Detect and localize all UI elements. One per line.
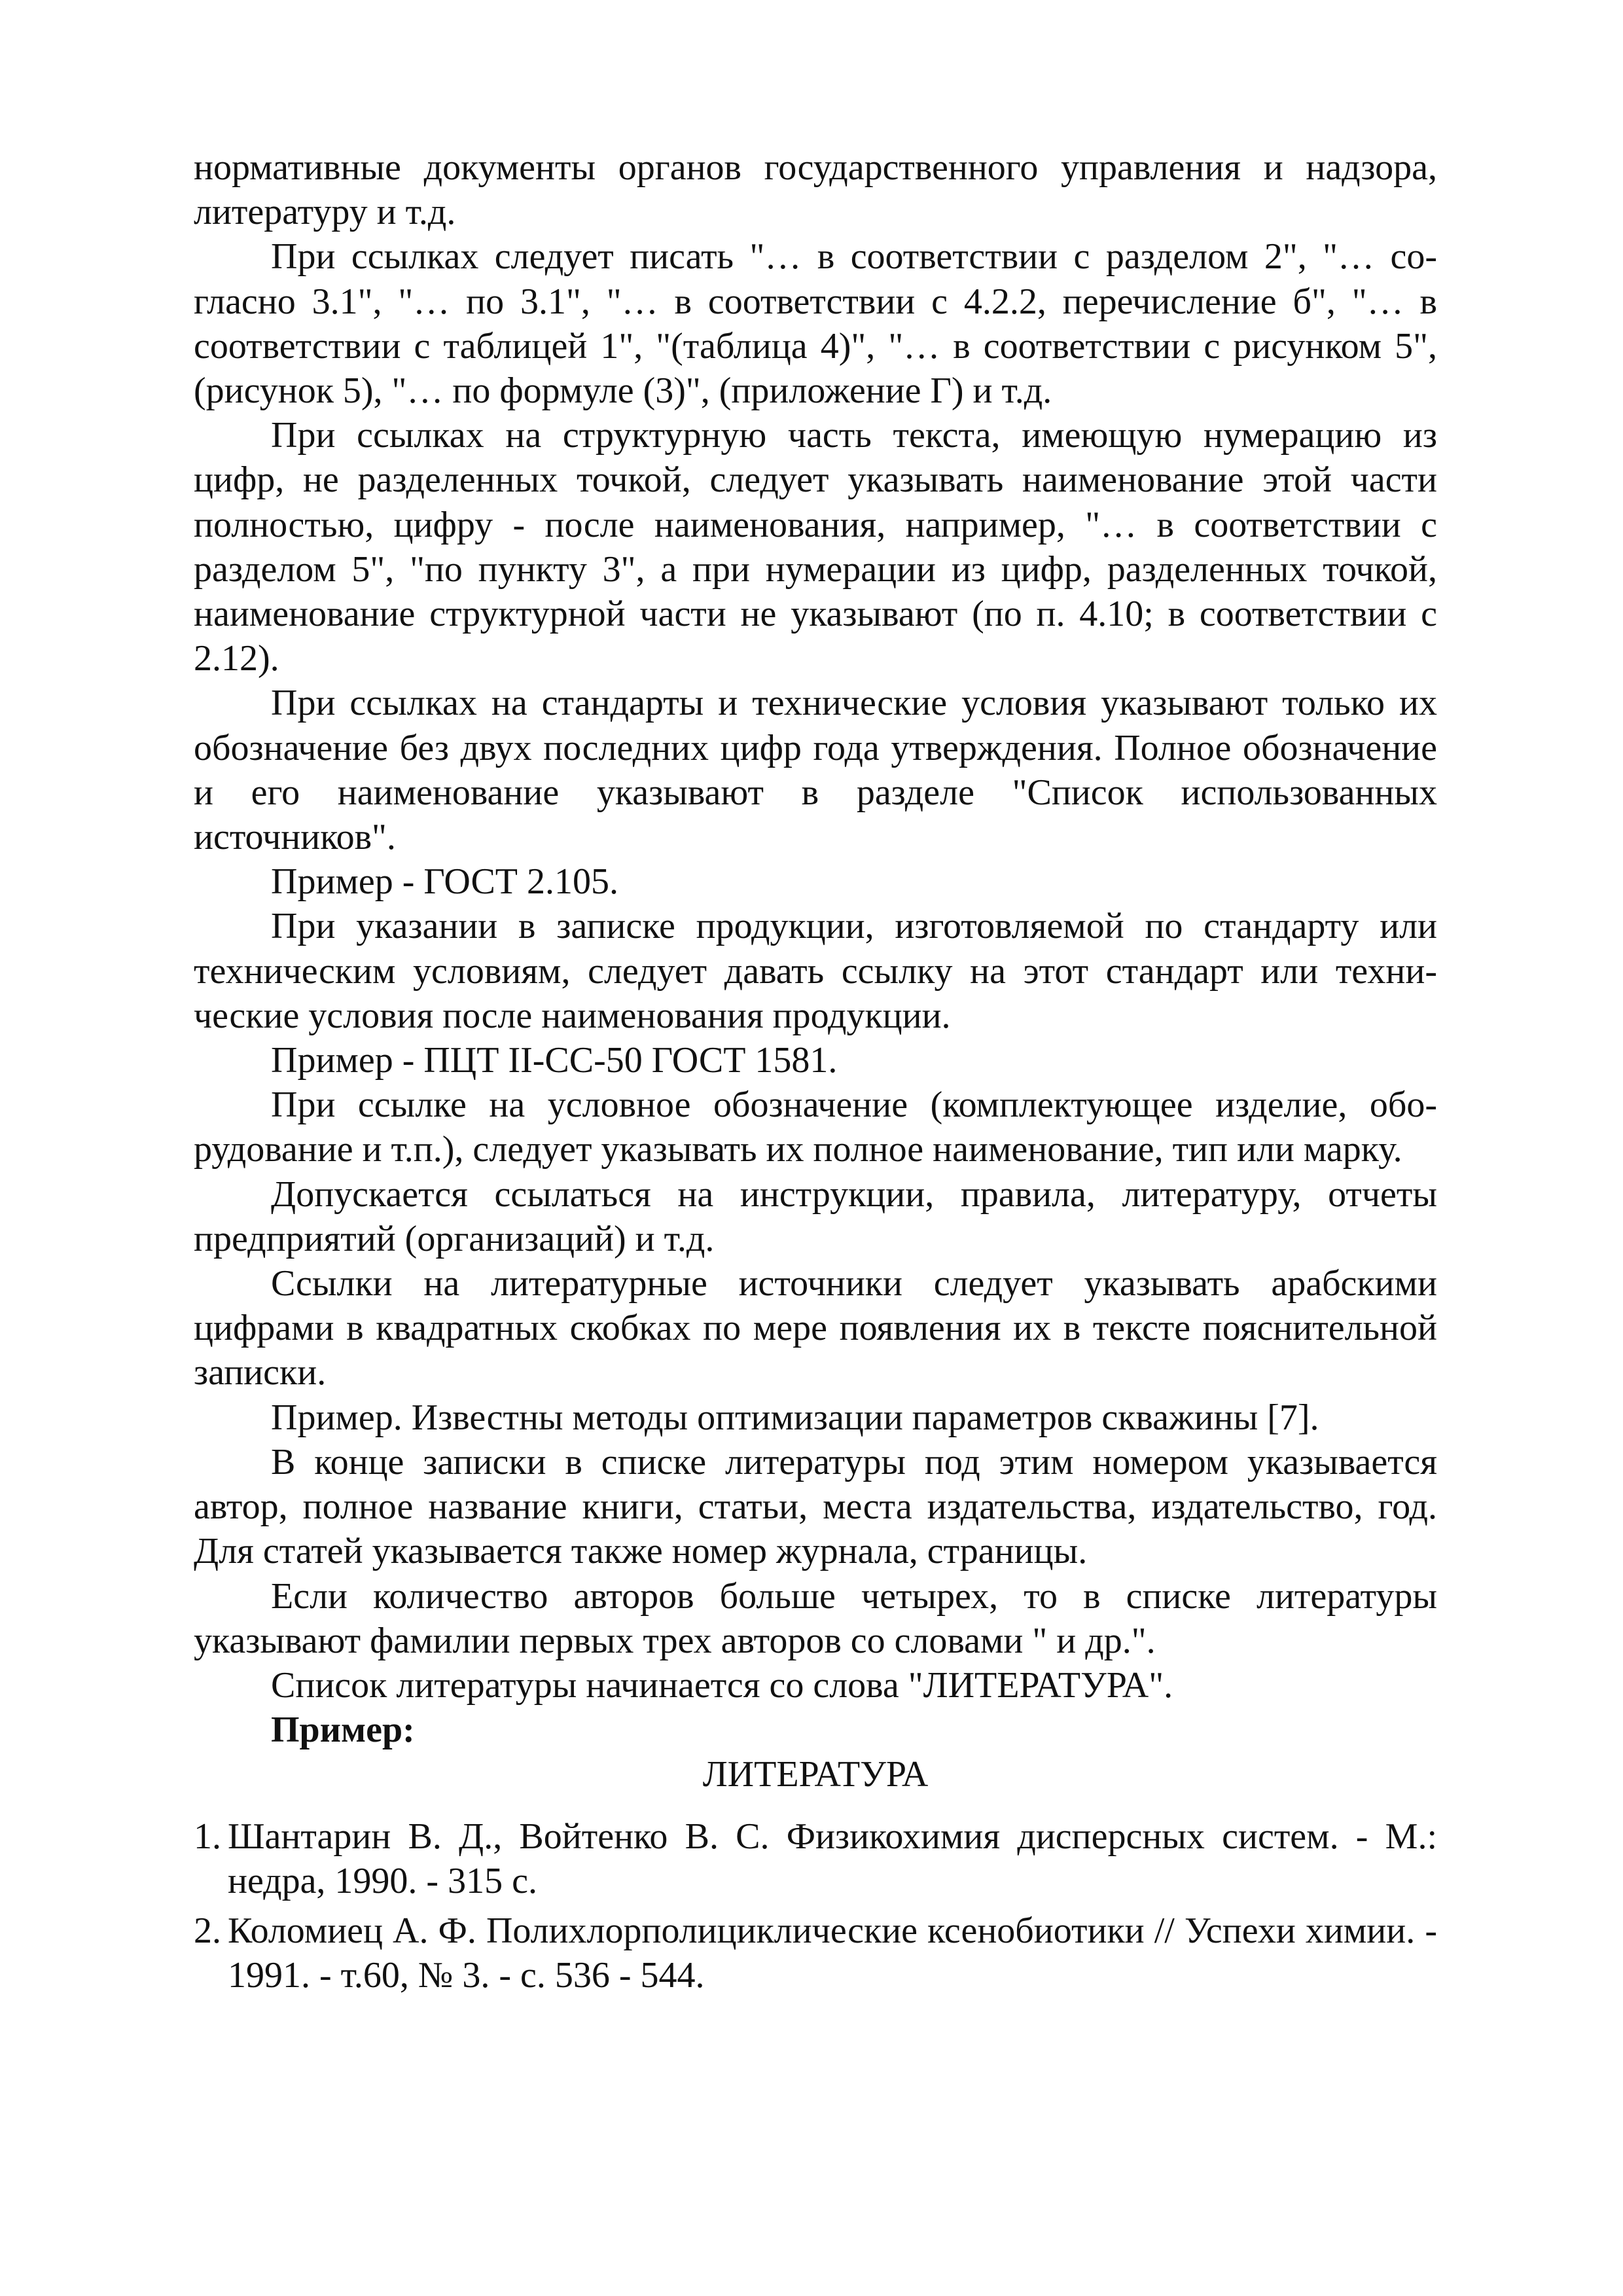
paragraph-authors: Если количество авторов больше четырех, то в списке литературы указывают фамилии первых трех авторов со словами " и др.".: [194, 1575, 1437, 1661]
reference-list: [194, 1814, 1437, 1998]
example-label: Пример:: [271, 1710, 415, 1751]
paragraph-normative-docs: нормативные документы органов государственного управления и надзора, литературу и т.д.: [194, 147, 1437, 233]
paragraph-allowed-refs: Допускается ссылаться на инструкции, правила, литературу, отчеты предприятий (организаций) и т.д.: [194, 1174, 1437, 1259]
paragraph-structural-part: При ссылках на структурную часть текста, имеющую нумерацию из цифр, не разделенных точкой, следует указывать наименование этой части полностью, цифру - после наименования, например, "… в соответствии с разделом 5", "по пункту 3", а при нумерации из цифр, разделенных точкой, наименование структурной части не указывают (по п. 4.10; в соответствии с 2.12).: [194, 415, 1437, 679]
paragraph-list-start: Список литературы начинается со слова "ЛИТЕРАТУРА".: [271, 1664, 1173, 1706]
paragraph-products: При указании в записке продукции, изготовляемой по стандарту или техническим условиям, следует давать ссылку на этот стандарт или технические условия после наименования продукции.: [194, 906, 1437, 1036]
reference-item: [194, 1909, 1437, 1998]
paragraph-literature-list: В конце записки в списке литературы под этим номером указывается автор, полное название книги, статьи, места издательства, издательство, год. Для статей указывается также номер журнала, страницы.: [194, 1441, 1437, 1572]
paragraph-standards: При ссылках на стандарты и технические условия указывают только их обозначение без двух последних цифр года утверждения. Полное обозначение и его наименование указывают в разделе "Список использованных источников".: [194, 683, 1437, 858]
reference-number: 1.: [194, 1816, 221, 1857]
literature-heading: ЛИТЕРАТУРА: [702, 1754, 929, 1795]
paragraph-literature-refs: Ссылки на литературные источники следует указывать арабскими цифрами в квадратных скобках по мере появления их в тексте пояснительной записки.: [194, 1263, 1437, 1393]
example-gost: Пример - ГОСТ 2.105.: [271, 861, 619, 903]
example-pct: Пример - ПЦТ II-СС-50 ГОСТ 1581.: [271, 1040, 838, 1081]
reference-item: [194, 1814, 1437, 1903]
reference-text: Шантарин В. Д., Войтенко В. С. Физикохимия дисперсных систем. - М.: недра, 1990. - 315 с.: [228, 1816, 1437, 1901]
document-page: [194, 145, 1437, 2003]
reference-number: 2.: [194, 1910, 221, 1951]
paragraph-designation: При ссылке на условное обозначение (комплектующее изделие, оборудование и т.п.), следует указывать их полное наименование, тип или марку.: [194, 1085, 1437, 1170]
example-wells: Пример. Известны методы оптимизации параметров скважины [7].: [271, 1397, 1319, 1438]
paragraph-link-examples: При ссылках следует писать "… в соответствии с разделом 2", "… согласно 3.1", "… по 3.1", "… в соответствии с 4.2.2, перечисление б", "… в соответствии с таблицей 1", "(таблица 4)", "… в соответствии с рисунком 5", (рисунок 5), "… по формуле (3)", (приложение Г) и т.д.: [194, 236, 1437, 412]
reference-text: Коломиец А. Ф. Полихлорполициклические ксенобиотики // Успехи химии. - 1991. - т.60, № 3. - с. 536 - 544.: [228, 1910, 1437, 1996]
